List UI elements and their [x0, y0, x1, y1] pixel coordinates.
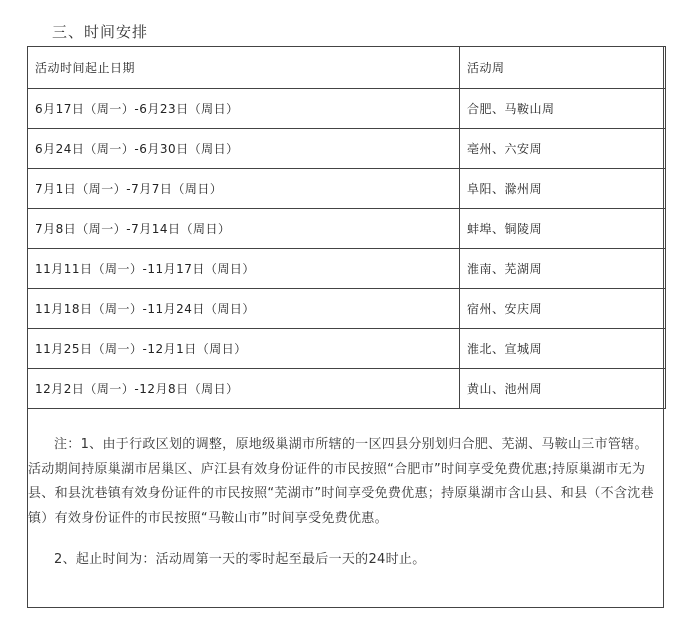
- schedule-table: [27, 46, 666, 409]
- row-cities: 淮北、宣城周: [460, 329, 666, 369]
- row-cities: 宿州、安庆周: [460, 289, 666, 329]
- note-2: 2、起止时间为：活动周第一天的零时起至最后一天的24时止。: [54, 552, 426, 567]
- table-row: [28, 89, 666, 129]
- row-dates: 7月1日（周一）-7月7日（周日）: [28, 169, 460, 209]
- table-row: [28, 369, 666, 409]
- header-cities: 活动周: [460, 47, 666, 89]
- row-dates: 11月18日（周一）-11月24日（周日）: [28, 289, 460, 329]
- row-cities: 亳州、六安周: [460, 129, 666, 169]
- row-cities: 合肥、马鞍山周: [460, 89, 666, 129]
- section-title: 三、时间安排: [52, 23, 149, 41]
- notes-section: [28, 433, 660, 573]
- table-row: [28, 249, 666, 289]
- row-dates: 11月25日（周一）-12月1日（周日）: [28, 329, 460, 369]
- row-dates: 6月24日（周一）-6月30日（周日）: [28, 129, 460, 169]
- row-cities: 阜阳、滁州周: [460, 169, 666, 209]
- table-row: [28, 129, 666, 169]
- table-row: [28, 169, 666, 209]
- row-cities: 淮南、芜湖周: [460, 249, 666, 289]
- row-dates: 11月11日（周一）-11月17日（周日）: [28, 249, 460, 289]
- note-1: 注：1、由于行政区划的调整，原地级巢湖市所辖的一区四县分别划归合肥、芜湖、马鞍山三市管辖。活动期间持原巢湖市居巢区、庐江县有效身份证件的市民按照“合肥市”时间享受免费优惠;持原巢湖市无为县、和县沈巷镇有效身份证件的市民按照“芜湖市”时间享受免费优惠；持原巢湖市含山县、和县（不含沈巷镇）有效身份证件的市民按照“马鞍山市”时间享受免费优惠。: [28, 437, 654, 526]
- row-cities: 黄山、池州周: [460, 369, 666, 409]
- row-dates: 12月2日（周一）-12月8日（周日）: [28, 369, 460, 409]
- table-row: [28, 289, 666, 329]
- row-dates: 7月8日（周一）-7月14日（周日）: [28, 209, 460, 249]
- row-cities: 蚌埠、铜陵周: [460, 209, 666, 249]
- table-row: [28, 209, 666, 249]
- table-row: [28, 329, 666, 369]
- row-dates: 6月17日（周一）-6月23日（周日）: [28, 89, 460, 129]
- header-dates: 活动时间起止日期: [28, 47, 460, 89]
- table-header-row: [28, 47, 666, 89]
